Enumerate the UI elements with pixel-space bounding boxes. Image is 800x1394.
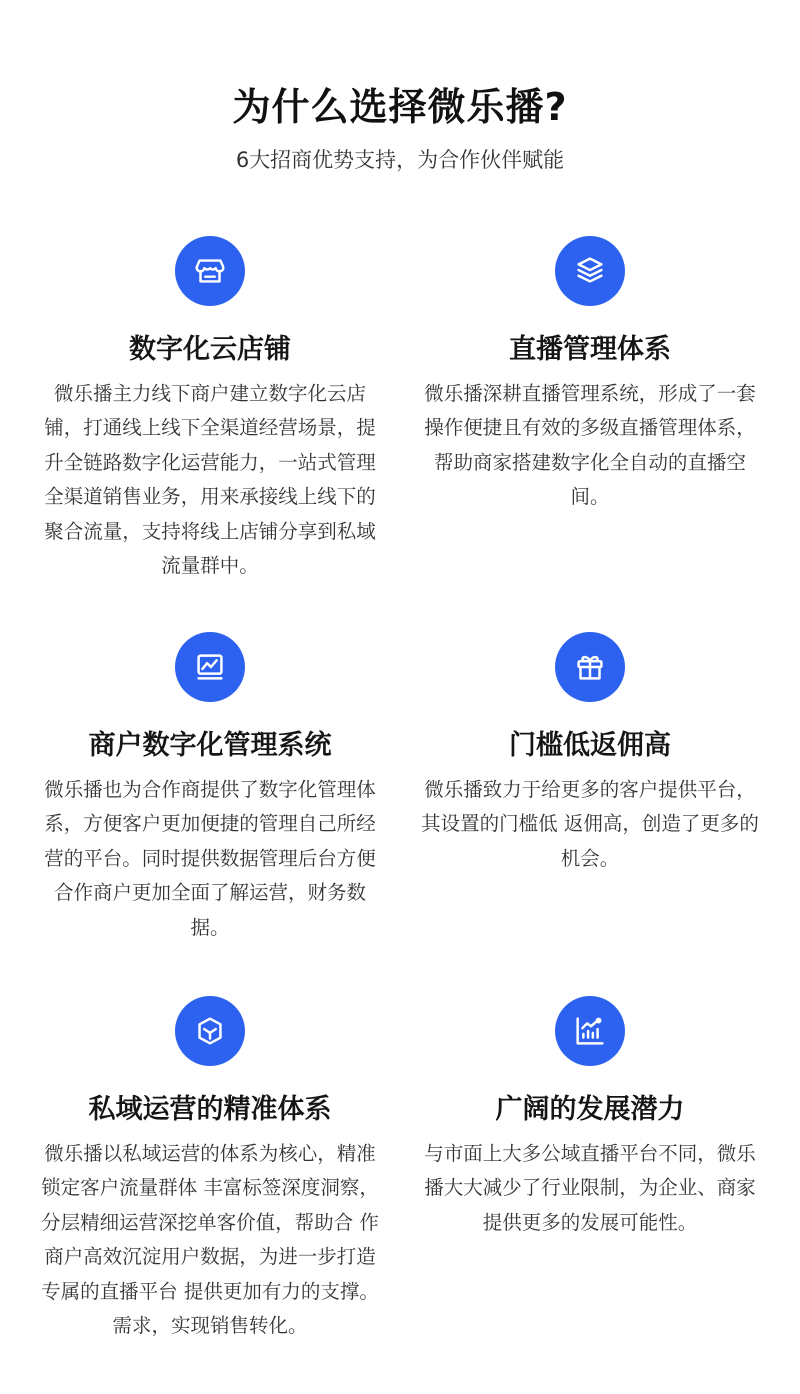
feature-description: 微乐播以私域运营的体系为核心，精准锁定客户流量群体 丰富标签深度洞察，分层精细运营深挖单客价值，帮助合 作商户高效沉淀用户数据，为进一步打造专属的直播平台 提供更加有力的支撑。需求，实现销售转化。 [41, 1142, 379, 1338]
feature-card-private-domain [30, 996, 390, 1343]
layers-icon [555, 236, 625, 306]
storefront-icon [175, 236, 245, 306]
feature-card-digital-store [30, 236, 390, 583]
feature-title: 广阔的发展潜力 [495, 1094, 685, 1125]
cube-icon [175, 996, 245, 1066]
feature-card-growth-potential [410, 996, 770, 1240]
feature-description: 微乐播致力于给更多的客户提供平台，其设置的门槛低 返佣高，创造了更多的机会。 [421, 778, 759, 870]
page-title: 为什么选择微乐播? [232, 85, 568, 129]
feature-title: 商户数字化管理系统 [88, 730, 332, 761]
feature-description: 微乐播深耕直播管理系统，形成了一套操作便捷且有效的多级直播管理体系，帮助商家搭建数字化全自动的直播空间。 [424, 382, 756, 509]
feature-title: 直播管理体系 [509, 334, 671, 365]
feature-title: 数字化云店铺 [129, 334, 291, 365]
feature-description: 微乐播也为合作商提供了数字化管理体系，方便客户更加便捷的管理自己所经营的平台。同时提供数据管理后台方便合作商户更加全面了解运营，财务数据。 [44, 778, 376, 939]
feature-title: 私域运营的精准体系 [88, 1094, 332, 1125]
feature-card-merchant-system [30, 632, 390, 945]
feature-title: 门槛低返佣高 [509, 730, 671, 761]
feature-card-low-threshold [410, 632, 770, 876]
growth-chart-icon [555, 996, 625, 1066]
analytics-monitor-icon [175, 632, 245, 702]
feature-card-live-management [410, 236, 770, 515]
gift-icon [555, 632, 625, 702]
feature-description: 与市面上大多公域直播平台不同，微乐播大大减少了行业限制，为企业、商家提供更多的发展可能性。 [424, 1142, 756, 1234]
feature-description: 微乐播主力线下商户建立数字化云店铺，打通线上线下全渠道经营场景，提升全链路数字化运营能力，一站式管理全渠道销售业务，用来承接线上线下的聚合流量，支持将线上店铺分享到私域流量群中。 [44, 382, 376, 578]
page-subtitle: 6大招商优势支持，为合作伙伴赋能 [235, 148, 565, 172]
